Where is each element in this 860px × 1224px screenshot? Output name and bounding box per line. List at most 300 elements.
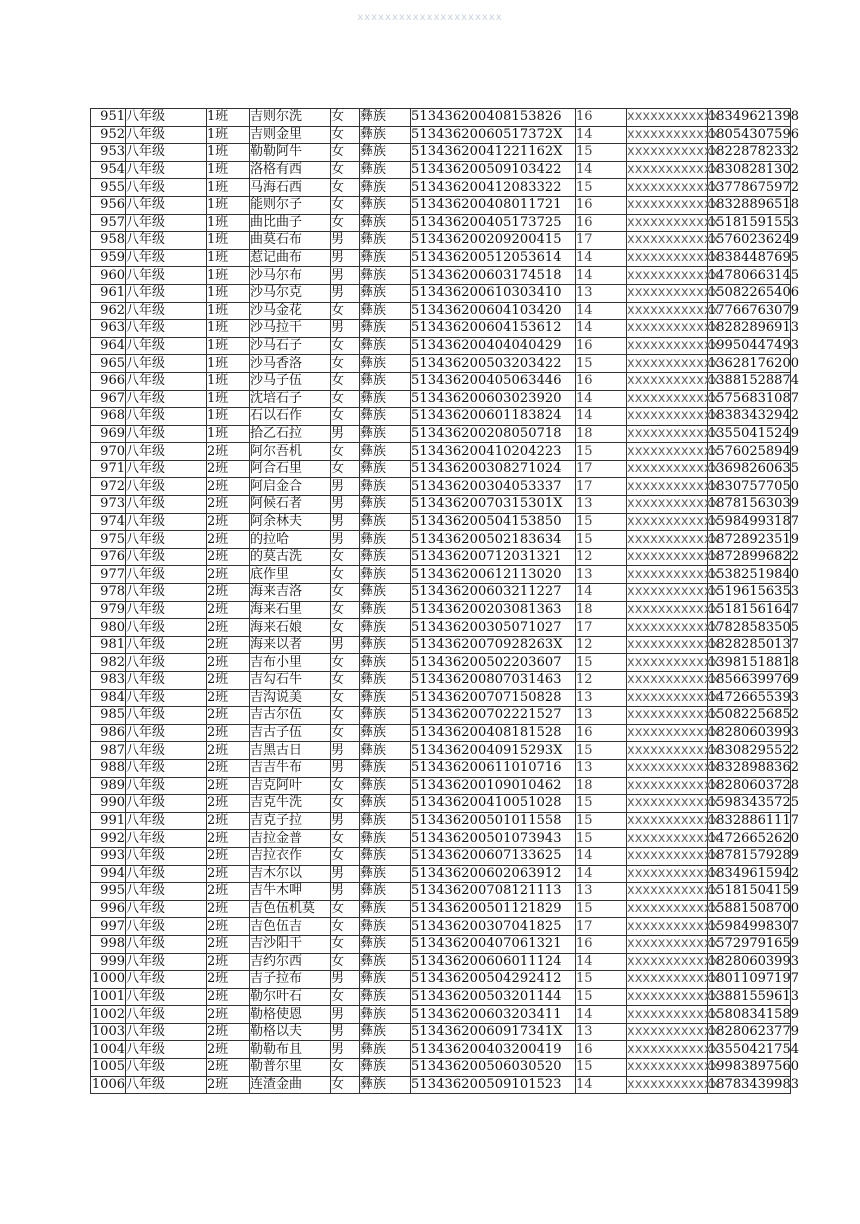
row-number: 953 (91, 144, 126, 162)
address-cell: xxxxxxxxxxxx (627, 654, 720, 670)
student-name: 吉子拉布 (250, 971, 331, 989)
class-cell: 1班 (207, 249, 250, 267)
table-row (91, 777, 791, 795)
address-cell: xxxxxxxxxxxx (627, 742, 720, 758)
grade-cell: 八年级 (126, 1006, 207, 1024)
class-cell: 1班 (207, 284, 250, 302)
student-name: 勒勒阿牛 (250, 144, 331, 162)
age-cell: 15 (576, 742, 627, 760)
id-number: 51343620041221162X (411, 144, 576, 162)
ethnicity-cell: 彝族 (360, 443, 411, 461)
phone-number: 13778675972 (708, 179, 799, 195)
student-name: 的莫古洗 (250, 548, 331, 566)
phone-number: 14726652620 (708, 830, 799, 846)
row-number: 954 (91, 161, 126, 179)
grade-cell: 八年级 (126, 900, 207, 918)
phone-number: 18783439983 (708, 1076, 799, 1092)
grade-cell: 八年级 (126, 812, 207, 830)
address-cell: xxxxxxxxxxxx (627, 848, 720, 864)
age-cell: 14 (576, 267, 627, 285)
age-cell: 14 (576, 320, 627, 338)
ethnicity-cell: 彝族 (360, 777, 411, 795)
sex-cell: 女 (331, 988, 360, 1006)
phone-number: 15881508700 (708, 901, 799, 917)
id-number: 513436200412083322 (411, 179, 576, 197)
class-cell: 2班 (207, 654, 250, 672)
table-row (91, 302, 791, 320)
ethnicity-cell: 彝族 (360, 478, 411, 496)
address-cell: xxxxxxxxxxxx (627, 338, 720, 354)
sex-cell: 女 (331, 601, 360, 619)
grade-cell: 八年级 (126, 320, 207, 338)
phone-number: 18011097197 (708, 971, 799, 987)
id-number: 513436200702221527 (411, 707, 576, 725)
address-cell: xxxxxxxxxxxx (627, 936, 720, 952)
ethnicity-cell: 彝族 (360, 724, 411, 742)
student-name: 阿候石者 (250, 496, 331, 514)
row-number: 990 (91, 795, 126, 813)
class-cell: 2班 (207, 636, 250, 654)
age-cell: 14 (576, 390, 627, 408)
grade-cell: 八年级 (126, 249, 207, 267)
age-cell: 12 (576, 548, 627, 566)
age-cell: 17 (576, 232, 627, 250)
address-cell: xxxxxxxxxxxx (627, 619, 720, 635)
phone-number: 15984993187 (708, 513, 799, 529)
student-name: 勒格使恩 (250, 1006, 331, 1024)
sex-cell: 男 (331, 425, 360, 443)
address-cell: xxxxxxxxxxxx (627, 355, 720, 371)
address-cell: xxxxxxxxxxxx (627, 478, 720, 494)
grade-cell: 八年级 (126, 689, 207, 707)
student-name: 沙马石子 (250, 337, 331, 355)
class-cell: 1班 (207, 267, 250, 285)
class-cell: 1班 (207, 355, 250, 373)
student-name: 沙马尔布 (250, 267, 331, 285)
ethnicity-cell: 彝族 (360, 812, 411, 830)
id-number: 513436200404040429 (411, 337, 576, 355)
phone-number: 15382519840 (708, 566, 799, 582)
class-cell: 1班 (207, 302, 250, 320)
class-cell: 1班 (207, 337, 250, 355)
ethnicity-cell: 彝族 (360, 830, 411, 848)
table-row (91, 337, 791, 355)
sex-cell: 男 (331, 1023, 360, 1041)
sex-cell: 女 (331, 777, 360, 795)
phone-number: 13698260635 (708, 461, 799, 477)
ethnicity-cell: 彝族 (360, 144, 411, 162)
table-row (91, 971, 791, 989)
sex-cell: 男 (331, 320, 360, 338)
id-number: 513436200504153850 (411, 513, 576, 531)
phone-number: 18728996822 (708, 549, 799, 565)
table-row (91, 478, 791, 496)
id-number: 513436200604153612 (411, 320, 576, 338)
phone-number: 19950447493 (708, 338, 799, 354)
grade-cell: 八年级 (126, 531, 207, 549)
class-cell: 2班 (207, 619, 250, 637)
student-name: 吉克子拉 (250, 812, 331, 830)
id-number: 513436200602063912 (411, 865, 576, 883)
phone-number: 18383432942 (708, 408, 799, 424)
ethnicity-cell: 彝族 (360, 918, 411, 936)
address-cell: xxxxxxxxxxxx (627, 883, 720, 899)
grade-cell: 八年级 (126, 566, 207, 584)
ethnicity-cell: 彝族 (360, 267, 411, 285)
student-name: 沙马香洛 (250, 355, 331, 373)
id-number: 513436200611010716 (411, 759, 576, 777)
table-row (91, 284, 791, 302)
age-cell: 14 (576, 584, 627, 602)
class-cell: 2班 (207, 1023, 250, 1041)
class-cell: 2班 (207, 496, 250, 514)
student-name: 沙马金花 (250, 302, 331, 320)
class-cell: 1班 (207, 179, 250, 197)
sex-cell: 男 (331, 759, 360, 777)
class-cell: 1班 (207, 320, 250, 338)
address-cell: xxxxxxxxxxxx (627, 390, 720, 406)
grade-cell: 八年级 (126, 935, 207, 953)
address-cell: xxxxxxxxxxxx (627, 637, 720, 653)
student-name: 吉木尔以 (250, 865, 331, 883)
class-cell: 1班 (207, 214, 250, 232)
grade-cell: 八年级 (126, 654, 207, 672)
address-cell: xxxxxxxxxxxx (627, 373, 720, 389)
age-cell: 15 (576, 812, 627, 830)
student-name: 吉黑古日 (250, 742, 331, 760)
table-row (91, 988, 791, 1006)
phone-number: 18280603993 (708, 953, 799, 969)
class-cell: 2班 (207, 548, 250, 566)
id-number: 513436200707150828 (411, 689, 576, 707)
row-number: 980 (91, 619, 126, 637)
address-cell: xxxxxxxxxxxx (627, 901, 720, 917)
address-cell: xxxxxxxxxxxx (627, 443, 720, 459)
row-number: 991 (91, 812, 126, 830)
sex-cell: 男 (331, 1006, 360, 1024)
sex-cell: 女 (331, 847, 360, 865)
age-cell: 16 (576, 337, 627, 355)
sex-cell: 男 (331, 742, 360, 760)
table-row (91, 144, 791, 162)
sex-cell: 女 (331, 302, 360, 320)
table-row (91, 759, 791, 777)
id-number: 513436200407061321 (411, 935, 576, 953)
sex-cell: 男 (331, 249, 360, 267)
class-cell: 1班 (207, 232, 250, 250)
sex-cell: 女 (331, 566, 360, 584)
id-number: 513436200512053614 (411, 249, 576, 267)
id-number: 513436200405173725 (411, 214, 576, 232)
student-name: 吉则金里 (250, 126, 331, 144)
sex-cell: 女 (331, 355, 360, 373)
address-cell: xxxxxxxxxxxx (627, 601, 720, 617)
student-name: 吉拉衣作 (250, 847, 331, 865)
phone-number: 18328861117 (708, 813, 799, 829)
id-number: 513436200403200419 (411, 1041, 576, 1059)
address-cell: xxxxxxxxxxxx (627, 953, 720, 969)
ethnicity-cell: 彝族 (360, 548, 411, 566)
address-cell: xxxxxxxxxxxx (627, 971, 720, 987)
grade-cell: 八年级 (126, 460, 207, 478)
age-cell: 15 (576, 830, 627, 848)
address-cell: xxxxxxxxxxxx (627, 320, 720, 336)
age-cell: 16 (576, 196, 627, 214)
sex-cell: 男 (331, 478, 360, 496)
phone-number: 14726655393 (708, 689, 799, 705)
phone-number: 18728923519 (708, 531, 799, 547)
id-number: 513436200612113020 (411, 566, 576, 584)
phone-number: 15181561647 (708, 601, 799, 617)
address-cell: xxxxxxxxxxxx (627, 1041, 720, 1057)
row-number: 1004 (91, 1041, 125, 1057)
id-number: 513436200109010462 (411, 777, 576, 795)
roster-body (91, 109, 799, 1094)
class-cell: 2班 (207, 830, 250, 848)
address-cell: xxxxxxxxxxxx (627, 1006, 720, 1022)
class-cell: 1班 (207, 109, 250, 127)
id-number: 513436200501073943 (411, 830, 576, 848)
class-cell: 2班 (207, 478, 250, 496)
ethnicity-cell: 彝族 (360, 302, 411, 320)
table-row (91, 1059, 791, 1077)
sex-cell: 女 (331, 724, 360, 742)
address-cell: xxxxxxxxxxxx (627, 531, 720, 547)
id-number: 513436200708121113 (411, 883, 576, 901)
age-cell: 17 (576, 918, 627, 936)
sex-cell: 女 (331, 654, 360, 672)
grade-cell: 八年级 (126, 355, 207, 373)
table-row (91, 161, 791, 179)
phone-number: 18349621398 (708, 109, 799, 125)
id-number: 513436200603023920 (411, 390, 576, 408)
row-number: 956 (91, 196, 126, 214)
grade-cell: 八年级 (126, 883, 207, 901)
grade-cell: 八年级 (126, 1059, 207, 1077)
class-cell: 1班 (207, 372, 250, 390)
address-cell: xxxxxxxxxxxx (627, 109, 720, 125)
row-number: 955 (91, 179, 126, 197)
table-row (91, 812, 791, 830)
phone-number: 18781579289 (708, 848, 799, 864)
table-row (91, 425, 791, 443)
table-row (91, 742, 791, 760)
ethnicity-cell: 彝族 (360, 883, 411, 901)
student-name: 吉沙阳干 (250, 935, 331, 953)
address-cell: xxxxxxxxxxxx (627, 232, 720, 248)
address-cell: xxxxxxxxxxxx (627, 813, 720, 829)
grade-cell: 八年级 (126, 109, 207, 127)
phone-number: 13550415249 (708, 425, 799, 441)
class-cell: 2班 (207, 1076, 250, 1094)
phone-number: 15181504159 (708, 883, 799, 899)
address-cell: xxxxxxxxxxxx (627, 830, 720, 846)
sex-cell: 女 (331, 1076, 360, 1094)
age-cell: 13 (576, 707, 627, 725)
id-number: 51343620070928263X (411, 636, 576, 654)
phone-number: 13628176200 (708, 355, 799, 371)
id-number: 513436200405063446 (411, 372, 576, 390)
sex-cell: 男 (331, 883, 360, 901)
id-number: 513436200610303410 (411, 284, 576, 302)
ethnicity-cell: 彝族 (360, 179, 411, 197)
row-number: 957 (91, 214, 126, 232)
table-row (91, 935, 791, 953)
class-cell: 2班 (207, 759, 250, 777)
age-cell: 16 (576, 1041, 627, 1059)
grade-cell: 八年级 (126, 548, 207, 566)
ethnicity-cell: 彝族 (360, 584, 411, 602)
phone-number: 18328896518 (708, 197, 799, 213)
address-cell: xxxxxxxxxxxx (627, 126, 720, 142)
table-row (91, 584, 791, 602)
row-number: 958 (91, 232, 126, 250)
table-row (91, 196, 791, 214)
ethnicity-cell: 彝族 (360, 109, 411, 127)
table-row (91, 847, 791, 865)
row-number: 978 (91, 584, 126, 602)
class-cell: 2班 (207, 689, 250, 707)
class-cell: 2班 (207, 460, 250, 478)
id-number: 513436200408153826 (411, 109, 576, 127)
grade-cell: 八年级 (126, 988, 207, 1006)
student-name: 阿启金合 (250, 478, 331, 496)
grade-cell: 八年级 (126, 672, 207, 690)
address-cell: xxxxxxxxxxxx (627, 513, 720, 529)
phone-number: 18384487695 (708, 250, 799, 266)
table-row (91, 1041, 791, 1059)
grade-cell: 八年级 (126, 1076, 207, 1094)
sex-cell: 女 (331, 372, 360, 390)
id-number: 513436200209200415 (411, 232, 576, 250)
sex-cell: 女 (331, 689, 360, 707)
ethnicity-cell: 彝族 (360, 759, 411, 777)
student-name: 勒勒布且 (250, 1041, 331, 1059)
age-cell: 16 (576, 935, 627, 953)
sex-cell: 女 (331, 460, 360, 478)
address-cell: xxxxxxxxxxxx (627, 725, 720, 741)
table-row (91, 619, 791, 637)
sex-cell: 女 (331, 548, 360, 566)
grade-cell: 八年级 (126, 1023, 207, 1041)
grade-cell: 八年级 (126, 759, 207, 777)
class-cell: 2班 (207, 742, 250, 760)
class-cell: 1班 (207, 408, 250, 426)
row-number: 970 (91, 443, 126, 461)
age-cell: 15 (576, 900, 627, 918)
phone-number: 18282850137 (708, 637, 799, 653)
row-number: 1006 (91, 1076, 125, 1092)
ethnicity-cell: 彝族 (360, 372, 411, 390)
phone-number: 13881528874 (708, 373, 799, 389)
phone-number: 18228782332 (708, 144, 799, 160)
student-name: 马海石西 (250, 179, 331, 197)
table-row (91, 566, 791, 584)
address-cell: xxxxxxxxxxxx (627, 179, 720, 195)
id-number: 513436200410204223 (411, 443, 576, 461)
id-number: 51343620060917341X (411, 1023, 576, 1041)
phone-number: 15983435725 (708, 795, 799, 811)
age-cell: 18 (576, 425, 627, 443)
age-cell: 13 (576, 689, 627, 707)
row-number: 966 (91, 372, 126, 390)
id-number: 513436200601183824 (411, 408, 576, 426)
age-cell: 15 (576, 795, 627, 813)
student-name: 吉色伍吉 (250, 918, 331, 936)
grade-cell: 八年级 (126, 865, 207, 883)
ethnicity-cell: 彝族 (360, 953, 411, 971)
sex-cell: 女 (331, 443, 360, 461)
row-number: 974 (91, 513, 126, 531)
grade-cell: 八年级 (126, 496, 207, 514)
address-cell: xxxxxxxxxxxx (627, 285, 720, 301)
address-cell: xxxxxxxxxxxx (627, 1024, 720, 1040)
grade-cell: 八年级 (126, 232, 207, 250)
student-name: 吉约尔西 (250, 953, 331, 971)
table-row (91, 390, 791, 408)
class-cell: 2班 (207, 601, 250, 619)
table-row (91, 513, 791, 531)
class-cell: 2班 (207, 707, 250, 725)
phone-number: 15984998307 (708, 918, 799, 934)
age-cell: 13 (576, 1023, 627, 1041)
age-cell: 15 (576, 1059, 627, 1077)
student-name: 海来石里 (250, 601, 331, 619)
phone-number: 14780663145 (708, 267, 799, 283)
sex-cell: 男 (331, 636, 360, 654)
row-number: 997 (91, 918, 126, 936)
row-number: 1002 (91, 1006, 125, 1022)
ethnicity-cell: 彝族 (360, 847, 411, 865)
student-name: 吉则尔洗 (250, 109, 331, 127)
id-number: 513436200408011721 (411, 196, 576, 214)
row-number: 959 (91, 249, 126, 267)
id-number: 513436200203081363 (411, 601, 576, 619)
grade-cell: 八年级 (126, 478, 207, 496)
student-name: 吉色伍机莫 (250, 900, 331, 918)
student-name: 沙马子伍 (250, 372, 331, 390)
ethnicity-cell: 彝族 (360, 513, 411, 531)
age-cell: 14 (576, 1006, 627, 1024)
grade-cell: 八年级 (126, 795, 207, 813)
row-number: 993 (91, 847, 126, 865)
grade-cell: 八年级 (126, 584, 207, 602)
address-cell: xxxxxxxxxxxx (627, 988, 720, 1004)
class-cell: 2班 (207, 812, 250, 830)
student-name: 沙马拉干 (250, 320, 331, 338)
id-number: 513436200604103420 (411, 302, 576, 320)
grade-cell: 八年级 (126, 408, 207, 426)
address-cell: xxxxxxxxxxxx (627, 795, 720, 811)
sex-cell: 男 (331, 496, 360, 514)
age-cell: 13 (576, 566, 627, 584)
row-number: 994 (91, 865, 126, 883)
student-name: 连渣金曲 (250, 1076, 331, 1094)
phone-number: 15082256852 (708, 707, 799, 723)
sex-cell: 女 (331, 337, 360, 355)
id-number: 51343620060517372X (411, 126, 576, 144)
ethnicity-cell: 彝族 (360, 408, 411, 426)
ethnicity-cell: 彝族 (360, 425, 411, 443)
row-number: 967 (91, 390, 126, 408)
row-number: 972 (91, 478, 126, 496)
row-number: 973 (91, 496, 126, 514)
age-cell: 15 (576, 179, 627, 197)
ethnicity-cell: 彝族 (360, 1006, 411, 1024)
address-cell: xxxxxxxxxxxx (627, 302, 720, 318)
row-number: 977 (91, 566, 126, 584)
class-cell: 2班 (207, 900, 250, 918)
